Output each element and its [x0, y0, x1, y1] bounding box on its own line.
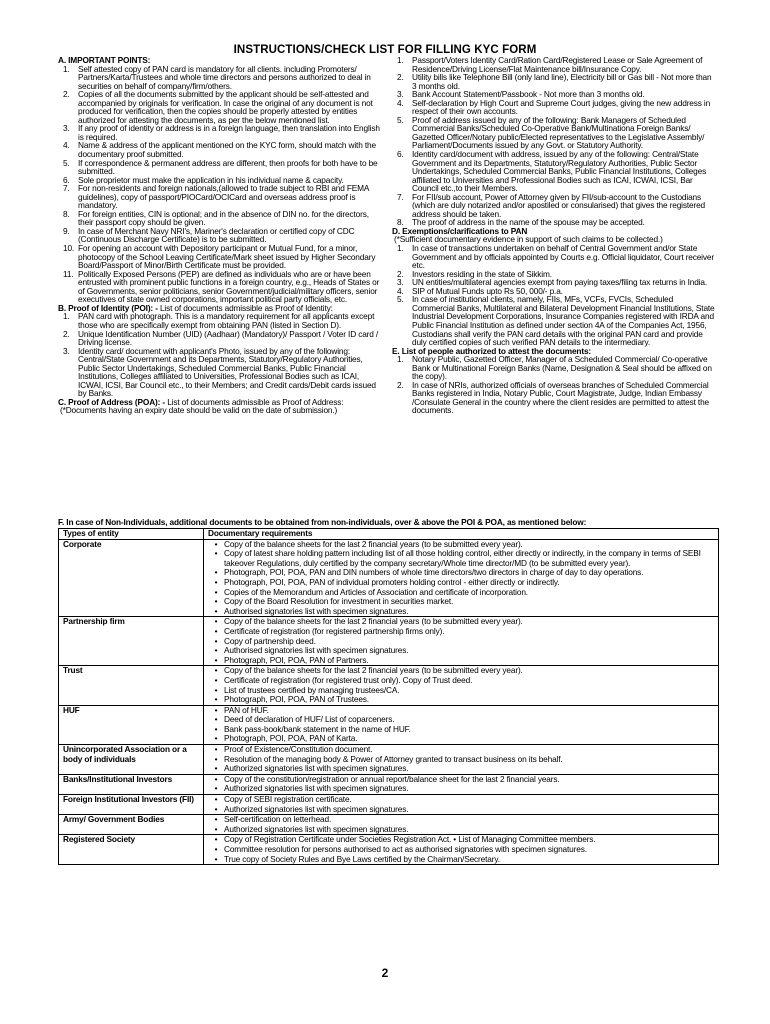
item-number: 5.	[63, 157, 70, 168]
item-number: 2.	[63, 89, 70, 100]
item-text: Identity card/ document with applicant's Photo, issued by any of the following: Central/State Government and its Departments, Statutory/Regulatory Authorities, Public Sector Undertakings, Scheduled Commercial Banks, Public Financial Institutions, Colleges affiliated to Universities, Professional Bodies such as ICAI, ICWAI, ICSI, Bar Council etc., to their Members; and Credit cards/Debit cards issued by Banks.	[78, 345, 376, 399]
table-row	[59, 835, 719, 865]
bullet-icon: •	[214, 733, 218, 744]
item-text: Copies of all the documents submitted by the applicant should be self-attested and accompanied by originals for verification. In case the original of any document is not produced for verification, then the copies should be properly attested by entities authorized for attesting the documents, as per the below mentioned list.	[78, 89, 373, 125]
section-c-subtitle: List of documents admissible as Proof of Address:	[165, 396, 344, 407]
item-number: 9.	[63, 225, 70, 236]
item-text: Notary Public, Gazetted Officer, Manager of a Scheduled Commercial/ Co-operative Bank or Multinational Foreign Banks (Name, Designation & Seal should be affixed on the copy).	[412, 354, 712, 382]
item-number: 1.	[63, 311, 70, 322]
documents-cell	[204, 539, 719, 617]
table-header-row	[59, 529, 719, 540]
bullet-icon: •	[214, 635, 218, 646]
list-item	[58, 141, 382, 158]
list-item	[392, 73, 716, 90]
item-text: If correspondence & permanent address are different, then proofs for both have to be submitted.	[78, 157, 378, 177]
documents-cell	[204, 774, 719, 794]
item-text: If any proof of identity or address is in a foreign language, then translation into English is required.	[78, 123, 380, 142]
table-row	[59, 617, 719, 666]
item-number: 6.	[397, 149, 404, 160]
document-text: PAN of HUF.	[224, 704, 269, 715]
item-number: 2.	[397, 379, 404, 390]
item-text: In case of transactions undertaken on behalf of Central Government and/or State Government and by officials appointed by Courts e.g. Official liquidator, Court receiver etc.	[412, 243, 714, 271]
bullet-icon: •	[214, 834, 218, 845]
item-text: Self attested copy of PAN card is mandatory for all clients. including Promoters/ Partners/Karta/Trustees and whole time directors and persons authorized to deal in securities on behalf of company/firm/others.	[78, 63, 371, 91]
item-text: For FII/sub account, Power of Attorney given by FII/sub-account to the Custodians (which are duly notarized and/or apostiled or consularised) that gives the registered address should be taken.	[412, 191, 706, 219]
document-text: Photograph, POI, POA, PAN of individual promoters holding control - either directly or indirectly.	[224, 576, 560, 587]
section-f-heading: F. In case of Non-Individuals, additional documents to be obtained from non-individuals, over & above the POI & POA, as mentioned below:	[58, 517, 587, 527]
document-text: Authorised signatories list with specimen signatures.	[224, 645, 409, 656]
document-text: Copy of latest share holding pattern including list of all those holding control, either directly or indirectly, in the company in terms of SEBI takeover Regulations, duly certified by the company secretary/Whole time director/MD (to be submitted every year).	[224, 548, 701, 568]
item-text: Passport/Voters Identity Card/Ration Card/Registered Lease or Sale Agreement of Residence/Driving License/Flat Maintenance bill/Insurance Copy.	[412, 55, 703, 74]
document-text: True copy of Society Rules and Bye Laws certified by the Chairman/Secretary.	[224, 853, 500, 864]
entity-type-cell: Foreign Institutional Investors (FII)	[59, 795, 204, 815]
page-title: INSTRUCTIONS/CHECK LIST FOR FILLING KYC FORM	[233, 44, 537, 56]
document-text: Authorised signatories list with specimen signatures.	[224, 605, 409, 616]
entity-type-cell: Corporate	[59, 539, 204, 617]
document-text: Copy of SEBI registration certificate.	[224, 794, 352, 805]
item-number: 4.	[397, 97, 404, 108]
document-text: Certificate of registration (for registered trust only). Copy of Trust deed.	[224, 674, 473, 685]
bullet-icon: •	[214, 704, 218, 715]
bullet-icon: •	[214, 763, 218, 774]
document-text: Authorized signatories list with specimen signatures.	[224, 803, 409, 814]
list-item	[58, 124, 382, 141]
item-number: 1.	[397, 354, 404, 365]
item-text: For non-residents and foreign nationals,(allowed to trade subject to RBI and FEMA guidelines), copy of passport/PIOCard/OCICard and overseas address proof is mandatory.	[78, 183, 369, 211]
list-item	[392, 99, 716, 116]
list-item	[58, 244, 382, 270]
bullet-icon: •	[214, 684, 218, 695]
bullet-icon: •	[214, 586, 218, 597]
item-number: 2.	[63, 328, 70, 339]
list-item	[58, 347, 382, 398]
item-text: Unique Identification Number (UID) (Aadhaar) (Mandatory)/ Passport / Voter ID card / Driving license.	[78, 328, 379, 348]
item-number: 3.	[397, 277, 404, 288]
entity-type-cell: Registered Society	[59, 835, 204, 865]
item-text: In case of institutional clients, namely, FIIs, MFs, VCFs, FVCIs, Scheduled Commercial Banks, Multilateral and Bilateral Development Financial Institutions, State Industrial Development Corporations, Insurance Companies registered with IRDA and Public Financial Institution as defined under section 4A of the Companies Act, 1956, Custodians shall verify the PAN card details with the original PAN card and provide duly certified copies of such verified PAN details to the intermediary.	[412, 294, 715, 348]
document-text: Copy of partnership deed.	[224, 635, 316, 646]
entity-type-cell: Partnership firm	[59, 617, 204, 666]
bullet-icon: •	[214, 567, 218, 578]
bullet-icon: •	[214, 773, 218, 784]
section-b-subtitle: List of documents admissible as Proof of Identity:	[157, 302, 333, 313]
item-text: For foreign entities, CIN is optional; and in the absence of DIN no. for the directors, their passport copy should be given.	[78, 208, 369, 228]
document-text: Resolution of the managing body & Power of Attorney granted to transact business on its behalf.	[224, 753, 563, 764]
item-text: PAN card with photograph. This is a mandatory requirement for all applicants except those who are specifically exempt from obtaining PAN (listed in Section D).	[78, 311, 375, 330]
document-text: Copy of Registration Certificate under Societies Registration Act. • List of Managing Committee members.	[224, 834, 596, 845]
item-text: For opening an account with Depository participant or Mutual Fund, for a minor, photocopy of the School Leaving Certificate/Mark sheet issued by Higher Secondary Board/Passport of Minor/Birth Certificate must be provided.	[78, 243, 376, 271]
document-text: Copy of the Board Resolution for investment in securities market.	[224, 596, 454, 607]
document-requirement	[208, 734, 714, 744]
item-number: 2.	[397, 268, 404, 279]
bullet-icon: •	[214, 814, 218, 825]
entity-type-cell: Army/ Government Bodies	[59, 815, 204, 835]
documents-cell	[204, 795, 719, 815]
document-requirement	[208, 825, 714, 835]
document-text: Photograph, POI, POA, PAN of Trustees.	[224, 694, 369, 705]
document-text: Authorized signatories list with specimen signatures.	[224, 763, 409, 774]
item-text: Bank Account Statement/Passbook - Not more than 3 months old.	[412, 89, 645, 100]
item-text: Politically Exposed Persons (PEP) are defined as individuals who are or have been entrusted with prominent public functions in a foreign country, e.g., Heads of States or of Governments, senior politicians, senior Government/judicial/military officers, senior executives of state owned corporations, important political party officials, etc.	[78, 268, 380, 305]
bullet-icon: •	[214, 744, 218, 755]
list-item	[392, 193, 716, 219]
list-item	[58, 270, 382, 304]
table-row	[59, 745, 719, 775]
table-row	[59, 774, 719, 794]
list-item	[392, 116, 716, 150]
entity-type-cell: Trust	[59, 666, 204, 705]
item-text: The proof of address in the name of the spouse may be accepted.	[412, 217, 645, 228]
bullet-icon: •	[214, 654, 218, 665]
bullet-icon: •	[214, 576, 218, 587]
item-text: Proof of address issued by any of the following: Bank Managers of Scheduled Commercial Banks/Scheduled Co-Operative Bank/Multinationa Foreign Banks/ Gazetted Officer/Notary public/Elected representatives to the Legislative Assembly/ Parliament/Documents issued by any Govt. or Statutory Authority.	[412, 114, 705, 151]
table-row	[59, 705, 719, 744]
document-text: Copy of the balance sheets for the last 2 financial years (to be submitted every year).	[224, 665, 523, 676]
bullet-icon: •	[214, 823, 218, 834]
item-number: 3.	[63, 123, 70, 134]
document-requirement	[208, 549, 714, 568]
document-text: Committee resolution for persons authorised to act as authorised signatories with specimen signatures.	[224, 844, 587, 854]
list-item	[58, 210, 382, 227]
entity-type-cell: HUF	[59, 705, 204, 744]
item-number: 5.	[397, 294, 404, 305]
item-text: Utility bills like Telephone Bill (only land line), Electricity bill or Gas bill - Not more than 3 months old.	[412, 72, 712, 91]
item-number: 8.	[63, 208, 70, 219]
document-text: Copy of the constitution/registration or annual report/balance sheet for the last 2 financial years.	[224, 773, 560, 784]
documents-cell	[204, 815, 719, 835]
section-e-title: E. List of people authorized to attest the documents:	[392, 345, 592, 356]
list-item	[392, 295, 716, 346]
document-text: Copy of the balance sheets for the last 2 financial years (to be submitted every year).	[224, 538, 523, 549]
left-column	[58, 56, 382, 415]
table-row	[59, 539, 719, 617]
list-item	[392, 244, 716, 270]
table-row	[59, 815, 719, 835]
list-item	[58, 65, 382, 91]
bullet-icon: •	[214, 694, 218, 705]
list-item	[58, 312, 382, 329]
item-number: 10.	[63, 243, 75, 254]
item-number: 4.	[397, 285, 404, 296]
document-requirement	[208, 855, 714, 865]
bullet-icon: •	[214, 853, 218, 864]
document-requirement	[208, 695, 714, 705]
document-text: Deed of declaration of HUF/ List of coparceners.	[224, 714, 395, 725]
documents-cell	[204, 835, 719, 865]
document-text: Bank pass-book/bank statement in the name of HUF.	[224, 723, 411, 734]
item-number: 2.	[397, 72, 404, 83]
bullet-icon: •	[214, 645, 218, 656]
bullet-icon: •	[214, 783, 218, 794]
document-requirement	[208, 656, 714, 666]
table-row	[59, 795, 719, 815]
bullet-icon: •	[214, 674, 218, 685]
section-b-title: B. Proof of Identity (POI): -	[58, 302, 158, 313]
item-number: 7.	[397, 191, 404, 202]
page-number: 2	[381, 966, 389, 980]
list-item	[58, 184, 382, 210]
item-number: 6.	[63, 174, 70, 185]
list-item	[58, 330, 382, 347]
section-a-title: A. IMPORTANT POINTS:	[58, 55, 151, 65]
item-text: Name & address of the applicant mentioned on the KYC form, should match with the documentary proof submitted.	[78, 140, 376, 160]
document-text: Copy of the balance sheets for the last 2 financial years (to be submitted every year).	[224, 616, 523, 627]
item-number: 4.	[63, 140, 70, 151]
bullet-icon: •	[214, 803, 218, 814]
bullet-icon: •	[214, 596, 218, 607]
bullet-icon: •	[214, 625, 218, 636]
item-text: UN entities/multilateral agencies exempt from paying taxes/filing tax returns in India.	[412, 277, 708, 288]
list-item	[58, 90, 382, 124]
item-text: Identity card/document with address, issued by any of the following: Central/State Government and its Departments, Statutory/Regulatory Authorities, Public Sector Undertakings, Scheduled Commercial Banks, Public Financial Institutions, Colleges affiliated to Universities and Professional Bodies such as ICAI, ICWAI, ICSI, Bar Council etc.,to their Members.	[412, 149, 707, 194]
document-text: Certificate of registration (for registered partnership firms only).	[224, 625, 445, 636]
document-text: Authorized signatories list with specimen signatures.	[224, 823, 409, 834]
document-text: Photograph, POI, POA, PAN of Karta.	[224, 733, 358, 744]
document-text: Authorized signatories list with specimen signatures.	[224, 783, 409, 794]
document-text: Self-certification on letterhead.	[224, 814, 332, 825]
item-text: Investors residing in the state of Sikkim.	[412, 268, 552, 279]
item-number: 1.	[397, 243, 404, 254]
entity-documents-table	[58, 528, 719, 865]
document-requirement	[208, 607, 714, 617]
list-item	[58, 227, 382, 244]
list-item	[392, 150, 716, 193]
header-documentary-requirements: Documentary requirements	[204, 529, 719, 540]
item-number: 3.	[63, 345, 70, 356]
item-number: 1.	[397, 55, 404, 65]
item-text: Sole proprietor must make the application in his individual name & capacity.	[78, 174, 344, 185]
item-number: 1.	[63, 63, 70, 74]
document-text: Photograph, POI, POA, PAN of Partners.	[224, 654, 369, 665]
bullet-icon: •	[214, 616, 218, 627]
documents-cell	[204, 617, 719, 666]
document-requirement	[208, 764, 714, 774]
document-text: Copies of the Memorandum and Articles of Association and certificate of incorporation.	[224, 586, 528, 597]
entity-type-cell: Banks/Institutional Investors	[59, 774, 204, 794]
bullet-icon: •	[214, 548, 218, 559]
bullet-icon: •	[214, 794, 218, 805]
item-number: 11.	[63, 268, 74, 279]
item-number: 5.	[397, 114, 404, 125]
document-text: Photograph, POI, POA, PAN and DIN numbers of whole time directors/two directors in charge of day to day operations.	[224, 567, 644, 578]
document-text: List of trustees certified by managing trustees/CA.	[224, 684, 400, 695]
bullet-icon: •	[214, 605, 218, 616]
right-column	[392, 56, 716, 415]
list-item	[392, 56, 716, 73]
item-number: 7.	[63, 183, 70, 194]
item-number: 3.	[397, 89, 404, 100]
item-text: Self-declaration by High Court and Supreme Court judges, giving the new address in respect of their own accounts.	[412, 97, 711, 117]
section-c-note: (*Documents having an expiry date should be valid on the date of submission.)	[60, 405, 338, 416]
document-text: Proof of Existence/Constitution document.	[224, 744, 373, 755]
item-number: 8.	[397, 217, 404, 228]
documents-cell	[204, 705, 719, 744]
table-row	[59, 666, 719, 705]
bullet-icon: •	[214, 714, 218, 725]
section-c-title: C. Proof of Address (POA): -	[58, 396, 166, 407]
item-text: In case of NRIs, authorized officials of overseas branches of Scheduled Commercial Banks registered in India, Notary Public, Court Magistrate, Judge, Indian Embassy /Consulate General in the country where the client resides are permitted to attest the documents.	[412, 379, 710, 416]
bullet-icon: •	[214, 723, 218, 734]
bullet-icon: •	[214, 844, 218, 854]
bullet-icon: •	[214, 538, 218, 549]
entity-type-cell: Unincorporated Association or a body of individuals	[59, 745, 204, 775]
bullet-icon: •	[214, 665, 218, 676]
documents-cell	[204, 745, 719, 775]
item-text: SIP of Mutual Funds upto Rs 50, 000/- p.a.	[412, 285, 563, 296]
list-item	[392, 355, 716, 381]
item-text: In case of Merchant Navy NRI's, Mariner's declaration or certified copy of CDC (Continuous Discharge Certificate) is to be submitted.	[78, 225, 355, 245]
documents-cell	[204, 666, 719, 705]
section-d-note: (*Sufficient documentary evidence in support of such claims to be collected.)	[394, 234, 663, 245]
document-requirement	[208, 784, 714, 794]
document-requirement	[208, 805, 714, 815]
bullet-icon: •	[214, 753, 218, 764]
section-d-title: D. Exemptions/clarifications to PAN	[392, 225, 528, 236]
list-item	[58, 159, 382, 176]
header-entity-type: Types of entity	[59, 529, 204, 540]
list-item	[392, 381, 716, 415]
